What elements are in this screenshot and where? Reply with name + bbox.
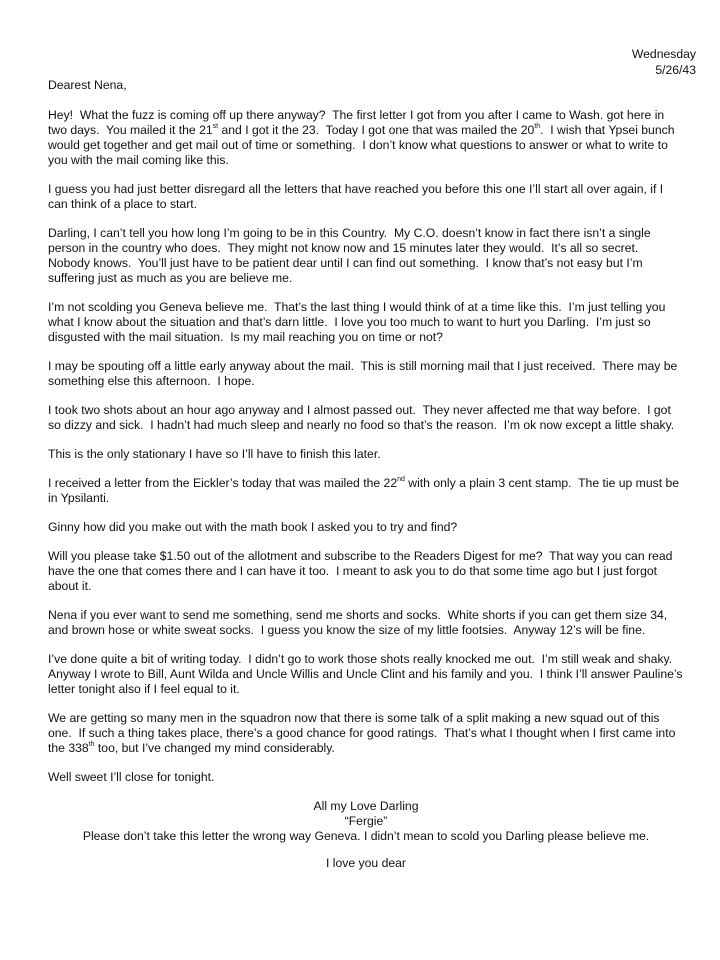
paragraph-text: Darling, I can’t tell you how long I’m going to be in this Country. My C.O. doesn’t know in fact there isn’t a single person in the country who does. They might not know now and 15 minutes later they would. It’s all so secret. Nobody knows. You’ll just have to be patient dear until I can find out something. I know that’s not easy but I’m suffering just as much as you are believe me. [48, 226, 655, 285]
paragraph [48, 182, 684, 212]
paragraph-text: with only a plain 3 cent stamp. The tie up must be in Ypsilanti. [48, 476, 683, 505]
paragraph [48, 226, 684, 286]
paragraph-text: Well sweet I’ll close for tonight. [48, 770, 215, 784]
paragraph-text: We are getting so many men in the squadron now that there is some talk of a split making a new squad out of this one. If such a thing takes place, there’s a good chance for good ratings. That’s what I thought when I first came into the 338 [48, 711, 679, 755]
paragraph-text: This is the only stationary I have so I’ll have to finish this later. [48, 447, 381, 461]
paragraph-text: Will you please take $1.50 out of the allotment and subscribe to the Readers Digest for me? That way you can read have the one that comes there and I can have it too. I meant to ask you to do that some time ago but I just forgot about it. [48, 549, 676, 593]
paragraph [48, 108, 684, 168]
paragraph-text: . I wish that Ypsei bunch would get together and get mail out of time or something. I don’t know what questions to answer or what to write to you with the mail coming like this. [48, 123, 678, 167]
paragraph-text: too, but I’ve changed my mind considerably. [94, 741, 335, 755]
paragraph [48, 476, 684, 506]
paragraph [48, 403, 684, 433]
paragraph-text: I may be spouting off a little early anyway about the mail. This is still morning mail that I just received. There may be something else this afternoon. I hope. [48, 359, 681, 388]
date-block [48, 46, 696, 78]
ordinal-suffix: th [534, 123, 541, 130]
paragraph [48, 300, 684, 345]
ordinal-suffix: th [88, 741, 95, 748]
date-value: 5/26/43 [655, 63, 696, 77]
closing [48, 799, 684, 829]
letter-page [48, 46, 696, 871]
salutation: Dearest Nena, [48, 78, 127, 92]
final-line: I love you dear [326, 856, 406, 870]
paragraph-text: Ginny how did you make out with the math book I asked you to try and find? [48, 520, 458, 534]
ordinal-suffix: st [212, 123, 219, 130]
paragraph-text: I’ve done quite a bit of writing today. I didn’t go to work those shots really knocked me out. I’m still weak and shaky. Anyway I wrote to Bill, Aunt Wilda and Uncle Willis and Uncle Clint and his family and you. I think I’ll answer Pauline’s letter tonight also if I feel equal to it. [48, 652, 686, 696]
paragraph-text: Hey! What the fuzz is coming off up there anyway? The first letter I got from you after I came to Wash. got here in two days. You mailed it the 21 [48, 108, 668, 137]
paragraph [48, 447, 684, 462]
paragraph [48, 652, 684, 697]
paragraph-text: and I got it the 23. Today I got one that was mailed the 20 [218, 123, 535, 137]
paragraph [48, 711, 684, 756]
signature: “Fergie” [344, 814, 388, 828]
paragraph [48, 359, 684, 389]
paragraph-text: I guess you had just better disregard all the letters that have reached you before this one I’ll start all over again, if I can think of a place to start. [48, 182, 667, 211]
paragraph [48, 520, 684, 535]
paragraph [48, 549, 684, 594]
paragraph-text: Nena if you ever want to send me something, send me shorts and socks. White shorts if you can get them size 34, and brown hose or white sweat socks. I guess you know the size of my little footsies. Anyway 12’s will be fine. [48, 608, 671, 637]
ordinal-suffix: nd [397, 476, 405, 483]
postscript: Please don’t take this letter the wrong way Geneva. I didn’t mean to scold you Darling please believe me. [82, 829, 650, 843]
paragraph-text: I received a letter from the Eickler’s today that was mailed the 22 [48, 476, 398, 490]
closing-line: All my Love Darling [313, 799, 419, 813]
paragraph [48, 608, 684, 638]
paragraph-text: I took two shots about an hour ago anyway and I almost passed out. They never affected me that way before. I got so dizzy and sick. I hadn’t had much sleep and nearly no food so that’s the reason. I’m ok now except a little shaky. [48, 403, 675, 432]
paragraph [48, 770, 684, 785]
date-day: Wednesday [631, 47, 696, 61]
paragraph-text: I’m not scolding you Geneva believe me. That’s the last thing I would think of at a time like this. I’m just telling you what I know about the situation and that’s darn little. I love you too much to want to hurt you Darling. I’m just so disgusted with the mail situation. Is my mail reaching you on time or not? [48, 300, 669, 344]
letter-body [48, 108, 684, 785]
